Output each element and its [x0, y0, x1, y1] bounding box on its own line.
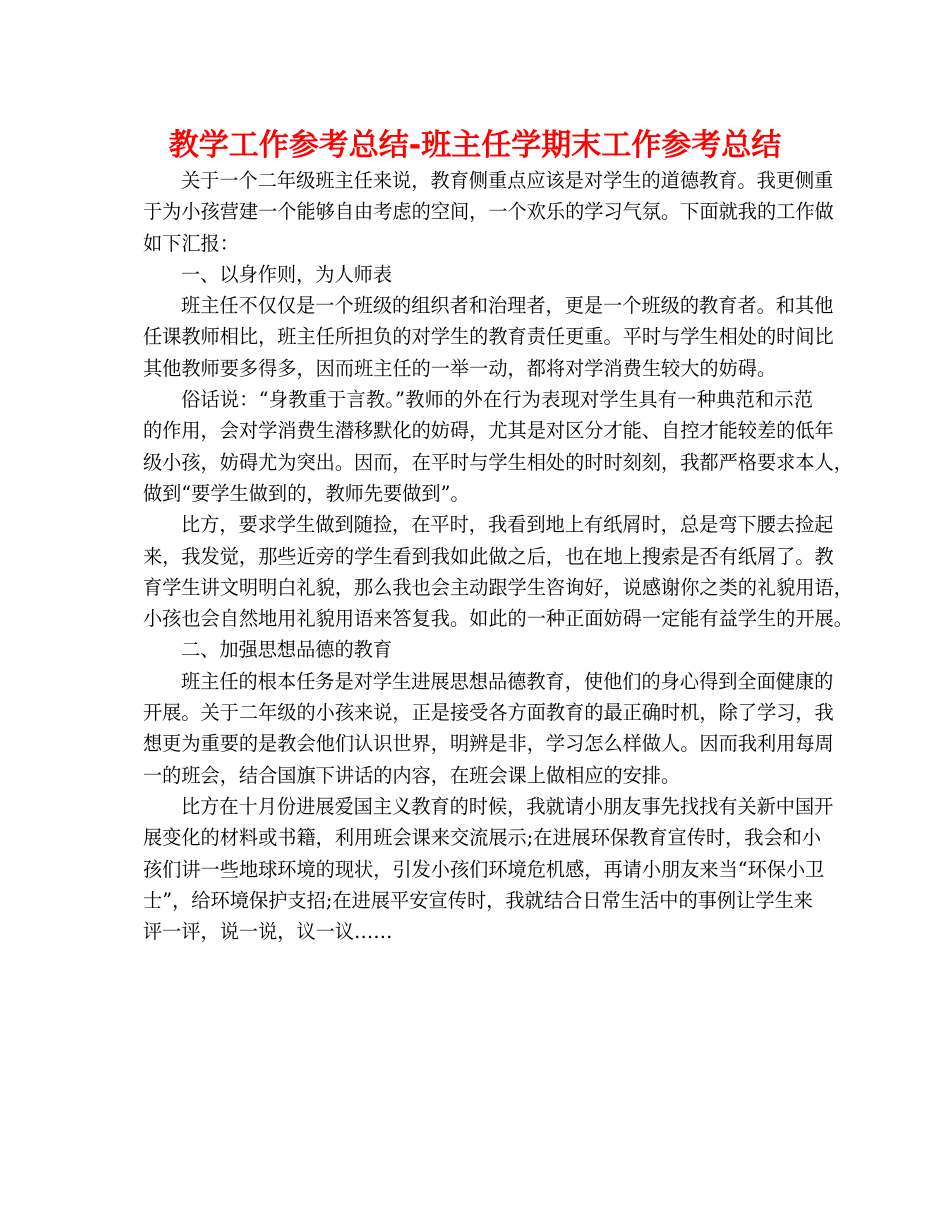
text-line: 的作用，会对学消费生潜移默化的妨碍，尤其是对区分才能、自控才能较差的低年 [143, 419, 834, 443]
text-line: 任课教师相比，班主任所担负的对学生的教育责任更重。平时与学生相处的时间比 [143, 325, 834, 349]
text-line: 孩们讲一些地球环境的现状，引发小孩们环境危机感，再请小朋友来当“环保小卫 [143, 857, 825, 881]
text-line: 俗话说：“身教重于言教。”教师的外在行为表现对学生具有一种典范和示范 [181, 388, 813, 412]
text-line: 于为小孩营建一个能够自由考虑的空间，一个欢乐的学习气氛。下面就我的工作做 [143, 200, 834, 224]
text-line: 做到“要学生做到的，教师先要做到”。 [143, 481, 470, 505]
text-line: 关于一个二年级班主任来说，教育侧重点应该是对学生的道德教育。我更侧重 [181, 169, 834, 192]
text-line: 开展。关于二年级的小孩来说，正是接受各方面教育的最正确时机，除了学习，我 [143, 701, 834, 725]
text-line: 想更为重要的是教会他们认识世界，明辨是非，学习怎么样做人。因而我利用每周 [143, 732, 834, 756]
text-line: 一、以身作则，为人师表 [181, 262, 393, 286]
text-line: 小孩也会自然地用礼貌用语来答复我。如此的一种正面妨碍一定能有益学生的开展。 [143, 607, 853, 631]
text-line: 展变化的材料或书籍，利用班会课来交流展示;在进展环保教育宣传时，我会和小 [143, 826, 822, 850]
text-line: 比方在十月份进展爱国主义教育的时候，我就请小朋友事先找找有关新中国开 [181, 794, 834, 818]
text-line: 其他教师要多得多，因而班主任的一举一动，都将对学消费生较大的妨碍。 [143, 356, 777, 380]
text-line: 士”，给环境保护支招;在进展平安宣传时，我就结合日常生活中的事例让学生来 [143, 888, 813, 912]
document-title: 教学工作参考总结-班主任学期末工作参考总结 [168, 128, 782, 163]
text-line: 级小孩，妨碍尤为突出。因而，在平时与学生相处的时时刻刻，我都严格要求本人， [143, 450, 853, 474]
text-line: 班主任不仅仅是一个班级的组织者和治理者，更是一个班级的教育者。和其他 [181, 294, 834, 318]
text-line: 班主任的根本任务是对学生进展思想品德教育，使他们的身心得到全面健康的 [181, 669, 834, 693]
document-body [143, 165, 853, 947]
text-line: 如下汇报： [143, 231, 239, 255]
text-line: 二、加强思想品德的教育 [181, 638, 393, 662]
text-line: 评一评，说一说，议一议…… [143, 920, 393, 944]
text-line: 来，我发觉，那些近旁的学生看到我如此做之后，也在地上搜索是否有纸屑了。教 [143, 544, 834, 568]
text-line: 育学生讲文明明白礼貌，那么我也会主动跟学生咨询好，说感谢你之类的礼貌用语， [143, 575, 853, 599]
text-line: 比方，要求学生做到随捡，在平时，我看到地上有纸屑时，总是弯下腰去捡起 [181, 513, 834, 537]
text-line: 一的班会，结合国旗下讲话的内容，在班会课上做相应的安排。 [143, 763, 681, 787]
